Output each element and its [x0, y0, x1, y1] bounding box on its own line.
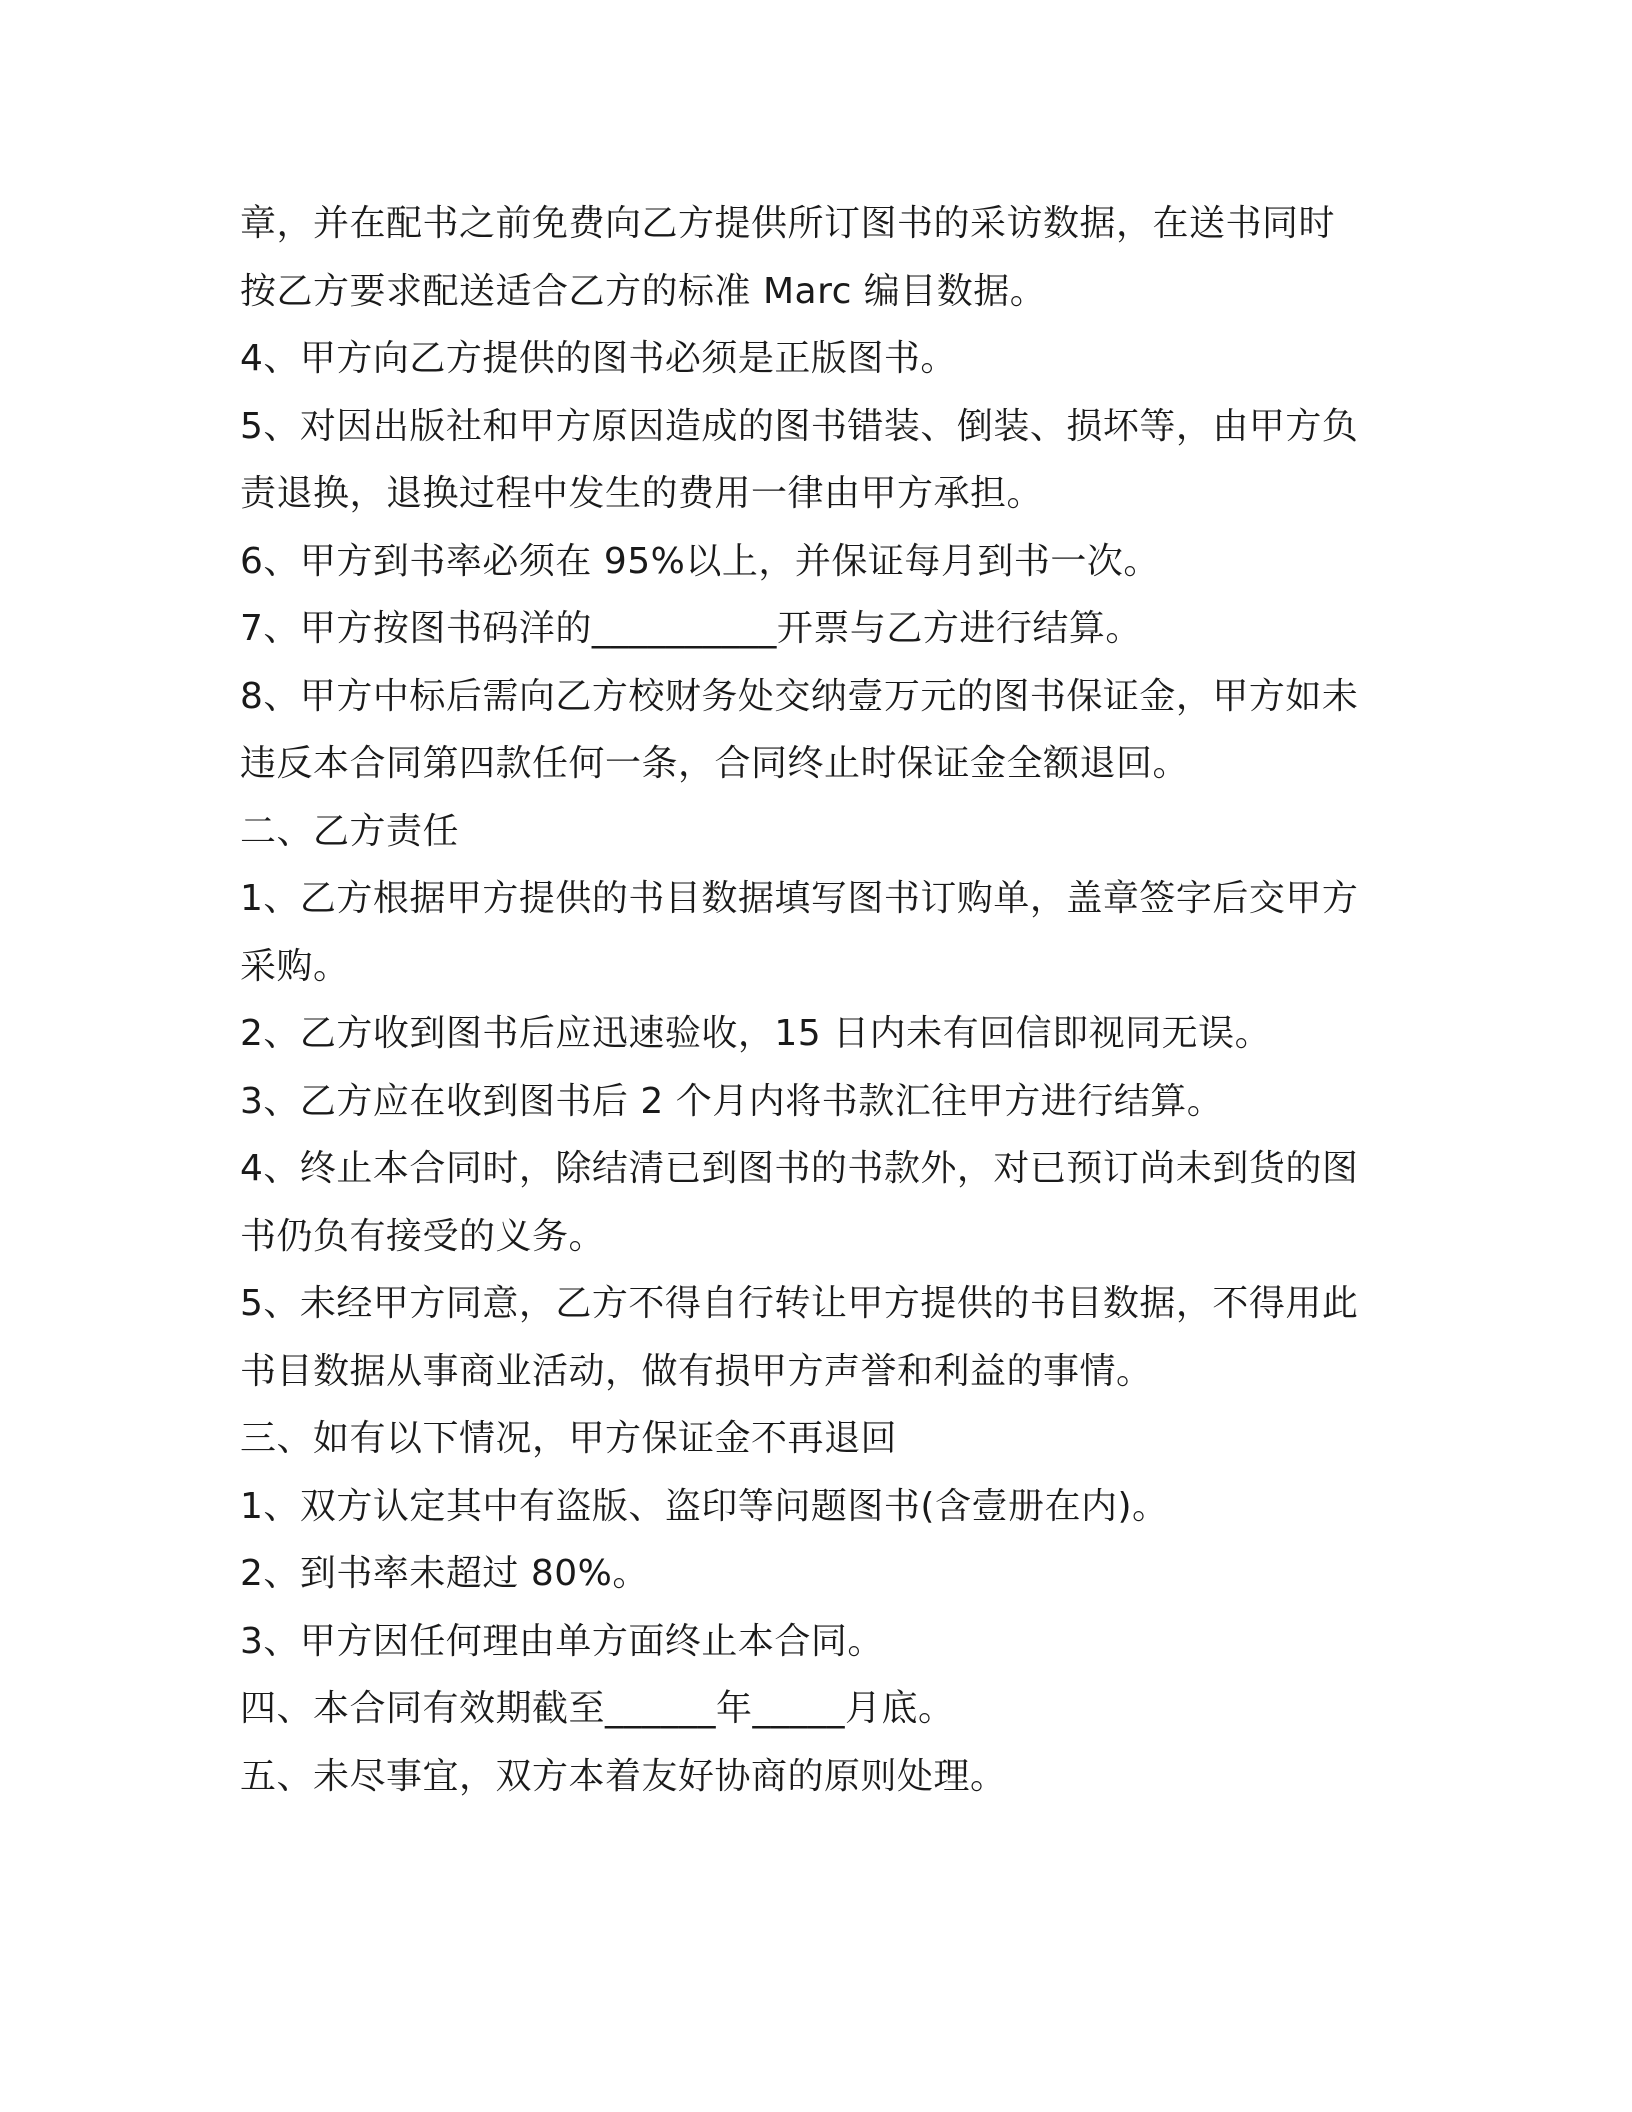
clause-c-2: 2、到书率未超过 80%。	[240, 1553, 649, 1594]
paragraph-line: 书目数据从事商业活动，做有损甲方声誉和利益的事情。	[240, 1350, 1153, 1392]
section-heading-4: 四、本合同有效期截至______年_____月底。	[240, 1688, 955, 1729]
section-heading-5: 五、未尽事宜，双方本着友好协商的原则处理。	[240, 1755, 1007, 1797]
paragraph-line: 章，并在配书之前免费向乙方提供所订图书的采访数据，在送书同时	[240, 203, 1336, 244]
contract-body	[240, 190, 1400, 1810]
clause-b-1: 1、乙方根据甲方提供的书目数据填写图书订购单，盖章签字后交甲方	[240, 878, 1359, 919]
section-heading-2: 二、乙方责任	[240, 810, 460, 852]
paragraph-line: 采购。	[240, 945, 350, 987]
paragraph-line: 违反本合同第四款任何一条，合同终止时保证金全额退回。	[240, 743, 1190, 784]
paragraph-line: 按乙方要求配送适合乙方的标准 Marc 编目数据。	[240, 270, 1047, 312]
paragraph-line: 书仍负有接受的义务。	[240, 1215, 606, 1257]
clause-a-5: 5、对因出版社和甲方原因造成的图书错装、倒装、损坏等，由甲方负	[240, 405, 1359, 447]
clause-a-4: 4、甲方向乙方提供的图书必须是正版图书。	[240, 338, 957, 379]
clause-c-1: 1、双方认定其中有盗版、盗印等问题图书(含壹册在内)。	[240, 1485, 1169, 1527]
clause-b-5: 5、未经甲方同意，乙方不得自行转让甲方提供的书目数据，不得用此	[240, 1283, 1359, 1324]
paragraph-line: 责退换，退换过程中发生的费用一律由甲方承担。	[240, 473, 1044, 514]
clause-a-6: 6、甲方到书率必须在 95%以上，并保证每月到书一次。	[240, 540, 1160, 582]
clause-b-3: 3、乙方应在收到图书后 2 个月内将书款汇往甲方进行结算。	[240, 1080, 1224, 1122]
clause-b-4: 4、终止本合同时，除结清已到图书的书款外，对已预订尚未到货的图	[240, 1148, 1359, 1189]
clause-a-8: 8、甲方中标后需向乙方校财务处交纳壹万元的图书保证金，甲方如未	[240, 675, 1359, 717]
clause-c-3: 3、甲方因任何理由单方面终止本合同。	[240, 1620, 884, 1662]
section-heading-3: 三、如有以下情况，甲方保证金不再退回	[240, 1418, 898, 1459]
clause-b-2: 2、乙方收到图书后应迅速验收，15 日内未有回信即视同无误。	[240, 1013, 1272, 1054]
clause-a-7: 7、甲方按图书码洋的__________开票与乙方进行结算。	[240, 608, 1142, 649]
